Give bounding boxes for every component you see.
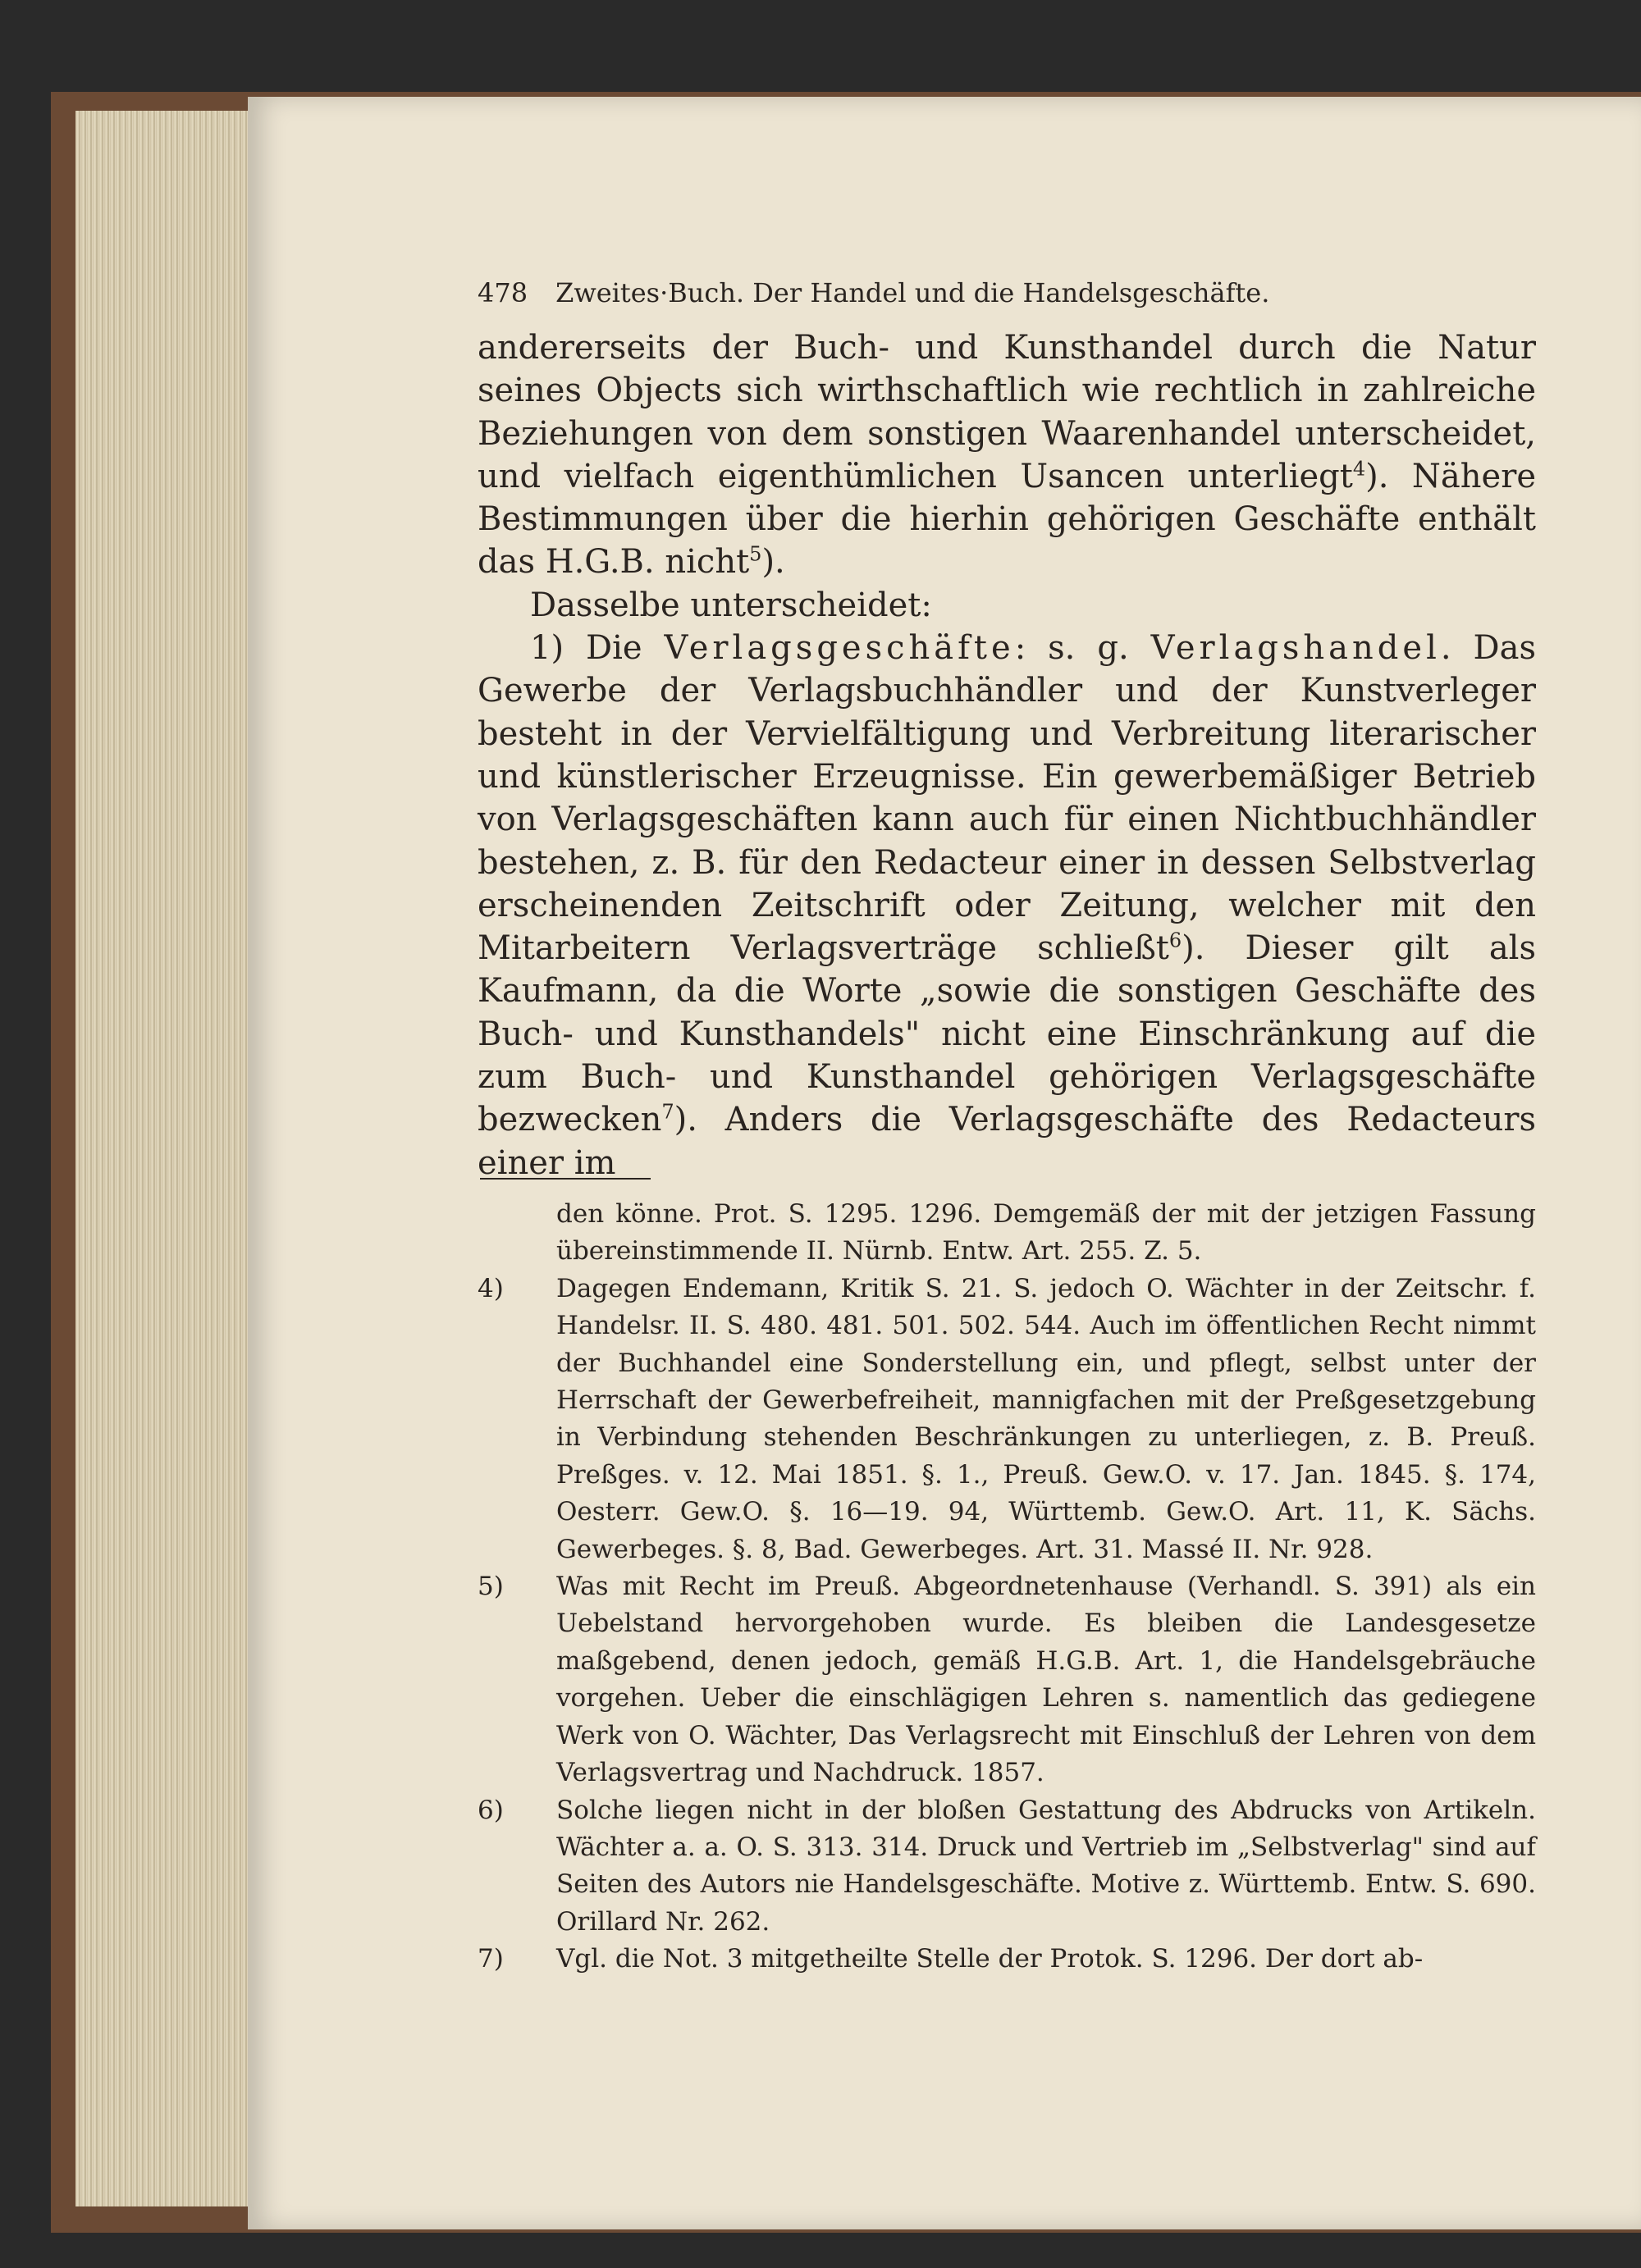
paragraph-2: Dasselbe unterscheidet: bbox=[530, 586, 932, 624]
footnote-4: 4) Dagegen Endemann, Kritik S. 21. S. jedoch O. Wächter in der Zeitschr. f. Handelsr. II. S. 480. 481. 501. 502. 544. Auch im öffentlichen Recht nimmt der Buchhandel eine Sonderstellung ein, und pflegt, selbst unter der Herrschaft der Gewerbefreiheit, mannigfachen mit der Preßgesetzgebung in Verbindung stehenden Beschränkungen zu unterliegen, z. B. Preuß. Preßges. v. 12. Mai 1851. §. 1., Preuß. Gew.O. v. 17. Jan. 1845. §. 174, Oesterr. Gew.O. §. 16—19. 94, Württemb. Gew.O. Art. 11, K. Sächs. Gewerbeges. §. 8, Bad. Gewerbeges. Art. 31. Massé II. Nr. 928. bbox=[478, 1273, 1536, 1564]
page-number: 478 bbox=[478, 277, 528, 308]
footnote-5: 5) Was mit Recht im Preuß. Abgeordnetenhause (Verhandl. S. 391) als ein Uebelstand hervorgehoben wurde. Es bleiben die Landesgesetze maßgebend, denen jedoch, gemäß H.G.B. Art. 1, die Handelsgebräuche vorgehen. Ueber die einschlägigen Lehren s. namentlich das gediegene Werk von O. Wächter, Das Verlagsrecht mit Einschluß der Lehren von dem Verlagsvertrag und Nachdruck. 1857. bbox=[478, 1572, 1536, 1788]
page-edges bbox=[75, 111, 249, 2206]
running-title: Zweites·Buch. Der Handel und die Handelsgeschäfte. bbox=[555, 277, 1270, 308]
footnote-ref-5: 5 bbox=[749, 543, 762, 567]
term-verlagshandel: Verlagshandel bbox=[1150, 629, 1441, 668]
paragraph-1: andererseits der Buch- und Kunsthandel durch die Natur seines Objects sich wirthschaftlich wie rechtlich in zahlreiche Beziehungen von dem sonstigen Waarenhandel unterscheidet, und vielfach eigenthümlichen Usancen unterliegt$^4$). Nähere Bestimmungen über die hierhin gehörigen Geschäfte enthält das H.G.B. nicht$^5$). bbox=[478, 329, 1537, 582]
footnote-ref-7: 7 bbox=[661, 1101, 674, 1125]
main-text bbox=[478, 326, 1536, 1184]
footnote-divider bbox=[480, 1178, 651, 1180]
footnote-continuation: den könne. Prot. S. 1295. 1296. Demgemäß der mit der jetzigen Fassung übereinstimmende II. Nürnb. Entw. Art. 255. Z. 5. bbox=[556, 1199, 1536, 1266]
list-item-1: 1) Die Verlagsgeschäfte: s. g. Verlagshandel. Das Gewerbe der Verlagsbuchhändler und der Kunstverleger besteht in der Vervielfältigung und Verbreitung literarischer und künstlerischer Erzeugnisse. Ein gewerbemäßiger Betrieb von Verlagsgeschäften kann auch für einen Nichtbuchhändler bestehen, z. B. für den Redacteur einer in dessen Selbstverlag erscheinenden Zeitschrift oder Zeitung, welcher mit den Mitarbeitern Verlagsverträge schließt$^6$). Dieser gilt als Kaufmann, da die Worte „sowie die sonstigen Geschäfte des Buch- und Kunsthandels" nicht eine Einschränkung auf die zum Buch- und Kunsthandel gehörigen Verlagsgeschäfte bezwecken$^7$). Anders die Verlagsgeschäfte des Redacteurs einer im bbox=[478, 629, 1537, 1182]
running-header bbox=[478, 277, 1536, 308]
term-verlagsgeschaefte: Verlagsgeschäfte bbox=[664, 629, 1015, 668]
book-page bbox=[248, 97, 1641, 2229]
footnote-ref-6: 6 bbox=[1168, 929, 1182, 952]
footnotes bbox=[478, 1196, 1536, 1978]
footnote-6: 6) Solche liegen nicht in der bloßen Gestattung des Abdrucks von Artikeln. Wächter a. a. O. S. 313. 314. Druck und Vertrieb im „Selbstverlag" sind auf Seiten des Autors nie Handelsgeschäfte. Motive z. Württemb. Entw. S. 690. Orillard Nr. 262. bbox=[478, 1795, 1536, 1937]
footnote-ref-4: 4 bbox=[1352, 457, 1366, 481]
footnote-7: 7) Vgl. die Not. 3 mitgetheilte Stelle der Protok. S. 1296. Der dort ab- bbox=[478, 1944, 1424, 1974]
